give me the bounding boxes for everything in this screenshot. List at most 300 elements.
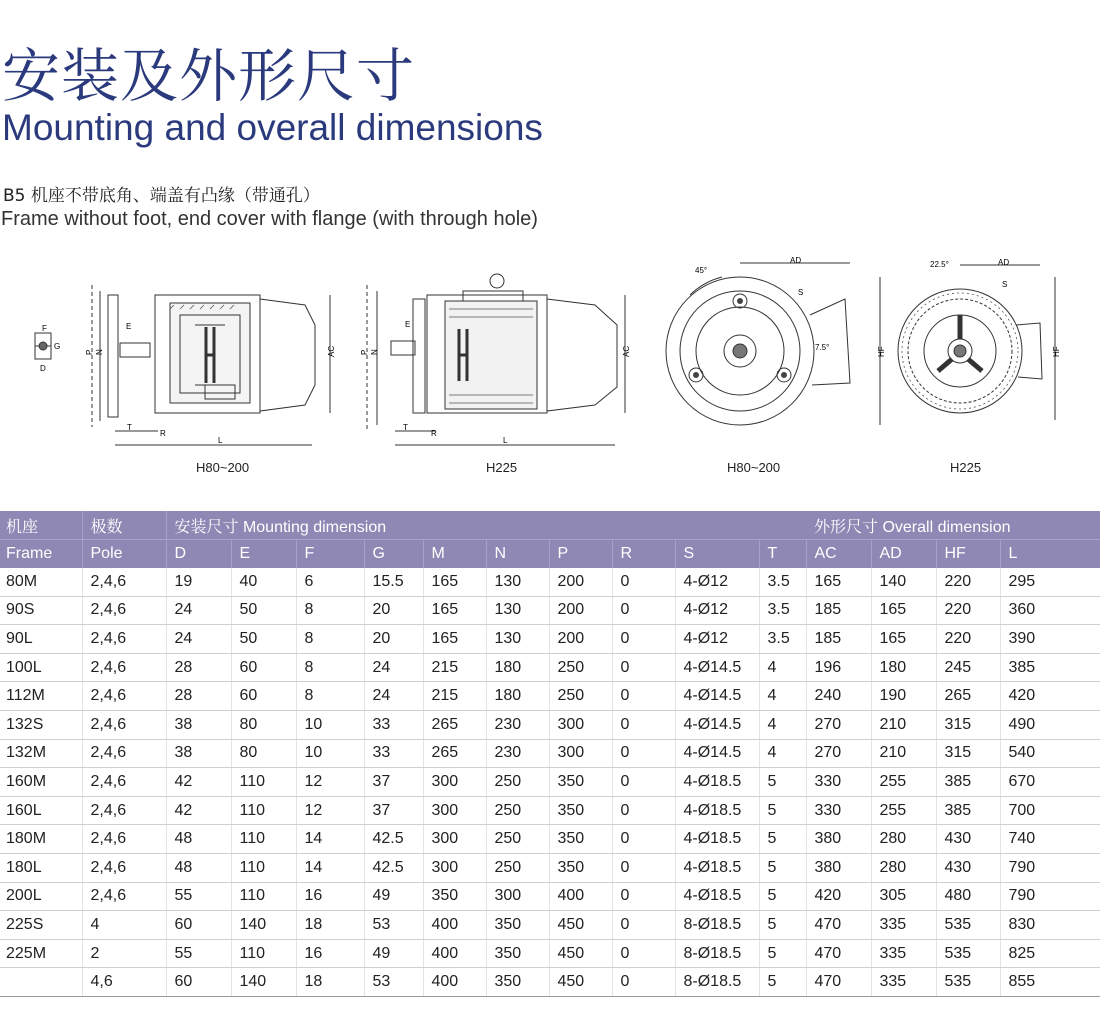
table-cell: 16 [296, 882, 364, 911]
table-cell: 160M [0, 768, 82, 797]
table-cell: 20 [364, 625, 423, 654]
col-header: E [231, 540, 296, 569]
table-cell: 225S [0, 911, 82, 940]
table-cell: 42 [166, 768, 231, 797]
table-cell: 250 [486, 825, 549, 854]
section-subtitle-en: Frame without foot, end cover with flange (with through hole) [1, 208, 538, 230]
table-cell: 4-Ø18.5 [675, 796, 759, 825]
table-cell: 385 [1000, 653, 1100, 682]
table-cell: 180 [871, 653, 936, 682]
label-ac: AC [622, 345, 631, 357]
table-cell: 5 [759, 796, 806, 825]
table-cell: 0 [612, 796, 675, 825]
table-cell: 2,4,6 [82, 682, 166, 711]
table-cell: 110 [231, 768, 296, 797]
table-cell: 4-Ø14.5 [675, 739, 759, 768]
table-cell: 24 [166, 625, 231, 654]
table-cell: 400 [423, 939, 486, 968]
table-cell: 4 [759, 682, 806, 711]
table-cell: 300 [486, 882, 549, 911]
table-cell: 132M [0, 739, 82, 768]
table-cell: 8 [296, 682, 364, 711]
table-cell: 14 [296, 853, 364, 882]
table-cell: 165 [871, 625, 936, 654]
table-cell: 20 [364, 596, 423, 625]
col-header: Frame [0, 540, 82, 569]
table-cell: 48 [166, 825, 231, 854]
table-cell: 430 [936, 853, 1000, 882]
label-t: T [403, 423, 408, 432]
table-cell: 24 [364, 682, 423, 711]
table-cell: 0 [612, 853, 675, 882]
table-row [0, 653, 1100, 682]
table-cell: 80M [0, 568, 82, 596]
table-cell: 4-Ø12 [675, 568, 759, 596]
table-cell: 225M [0, 939, 82, 968]
table-cell: 350 [486, 968, 549, 997]
table-cell: 450 [549, 968, 612, 997]
table-cell: 855 [1000, 968, 1100, 997]
side-view-drawing-h80-200 [30, 255, 350, 455]
table-cell: 60 [231, 682, 296, 711]
table-cell: 4,6 [82, 968, 166, 997]
col-header: AC [806, 540, 871, 569]
table-cell: 53 [364, 911, 423, 940]
table-cell: 2,4,6 [82, 653, 166, 682]
table-cell: 0 [612, 768, 675, 797]
table-cell: 0 [612, 568, 675, 596]
table-cell: 8-Ø18.5 [675, 939, 759, 968]
table-cell: 220 [936, 625, 1000, 654]
table-row [0, 710, 1100, 739]
page-title-en: Mounting and overall dimensions [2, 107, 543, 148]
table-cell: 165 [423, 568, 486, 596]
table-cell: 400 [549, 882, 612, 911]
table-cell: 470 [806, 911, 871, 940]
table-header-row-columns [0, 540, 1100, 569]
table-cell: 33 [364, 710, 423, 739]
table-cell: 480 [936, 882, 1000, 911]
label-t: T [127, 423, 132, 432]
table-cell: 80 [231, 710, 296, 739]
table-cell: 280 [871, 853, 936, 882]
table-cell: 5 [759, 853, 806, 882]
table-cell: 4 [759, 710, 806, 739]
table-cell: 200 [549, 568, 612, 596]
group-header-overall: 外形尺寸 Overall dimension [806, 511, 1100, 540]
label-d: D [40, 364, 46, 373]
table-cell: 196 [806, 653, 871, 682]
label-s: S [798, 288, 804, 297]
table-cell: 380 [806, 825, 871, 854]
table-cell: 5 [759, 768, 806, 797]
table-cell: 430 [936, 825, 1000, 854]
table-cell: 60 [166, 968, 231, 997]
table-cell: 33 [364, 739, 423, 768]
table-cell: 300 [423, 768, 486, 797]
table-row [0, 682, 1100, 711]
label-22-5-deg: 22.5° [930, 260, 949, 269]
col-header: S [675, 540, 759, 569]
col-header: D [166, 540, 231, 569]
table-cell: 265 [423, 739, 486, 768]
table-cell: 300 [423, 853, 486, 882]
table-cell: 305 [871, 882, 936, 911]
table-cell: 790 [1000, 853, 1100, 882]
table-cell: 180 [486, 653, 549, 682]
table-cell: 200 [549, 596, 612, 625]
table-cell: 5 [759, 968, 806, 997]
table-cell: 265 [423, 710, 486, 739]
col-header-frame-cn: 机座 [0, 511, 82, 540]
table-cell: 16 [296, 939, 364, 968]
caption-side-h225: H225 [486, 460, 518, 475]
table-cell: 700 [1000, 796, 1100, 825]
col-header: T [759, 540, 806, 569]
label-45-deg: 45° [695, 266, 708, 275]
table-cell: 230 [486, 710, 549, 739]
table-cell: 130 [486, 596, 549, 625]
table-cell: 185 [806, 625, 871, 654]
table-cell: 10 [296, 710, 364, 739]
table-cell: 0 [612, 911, 675, 940]
table-cell: 255 [871, 796, 936, 825]
table-cell: 37 [364, 768, 423, 797]
table-cell: 15.5 [364, 568, 423, 596]
table-cell: 28 [166, 682, 231, 711]
table-cell: 300 [549, 710, 612, 739]
table-cell: 190 [871, 682, 936, 711]
table-cell: 110 [231, 882, 296, 911]
col-header: R [612, 540, 675, 569]
table-cell: 37 [364, 796, 423, 825]
table-row [0, 882, 1100, 911]
table-cell: 110 [231, 939, 296, 968]
table-cell: 4-Ø14.5 [675, 653, 759, 682]
table-cell: 180L [0, 853, 82, 882]
table-cell: 350 [486, 911, 549, 940]
table-cell: 55 [166, 882, 231, 911]
side-view-drawing-h225 [355, 255, 645, 455]
table-cell: 350 [549, 768, 612, 797]
table-cell: 0 [612, 653, 675, 682]
table-cell: 350 [549, 853, 612, 882]
table-cell: 280 [871, 825, 936, 854]
table-cell: 2,4,6 [82, 882, 166, 911]
table-cell: 220 [936, 568, 1000, 596]
table-cell: 385 [936, 768, 1000, 797]
dimension-table [0, 511, 1100, 997]
table-cell: 245 [936, 653, 1000, 682]
table-cell: 350 [423, 882, 486, 911]
table-cell: 335 [871, 968, 936, 997]
table-cell: 130 [486, 625, 549, 654]
table-row [0, 768, 1100, 797]
table-cell: 24 [166, 596, 231, 625]
table-cell: 5 [759, 939, 806, 968]
table-cell: 400 [423, 911, 486, 940]
table-cell: 18 [296, 911, 364, 940]
table-cell: 2 [82, 939, 166, 968]
table-cell: 165 [871, 596, 936, 625]
section-subtitle-cn: B5 机座不带底角、端盖有凸缘（带通孔） [3, 186, 320, 206]
table-cell: 4 [759, 653, 806, 682]
table-cell: 0 [612, 939, 675, 968]
label-p: P [85, 349, 94, 355]
table-cell: 4 [759, 739, 806, 768]
table-cell: 2,4,6 [82, 796, 166, 825]
table-cell: 5 [759, 911, 806, 940]
table-cell: 10 [296, 739, 364, 768]
label-r: R [160, 429, 166, 438]
table-cell: 3.5 [759, 596, 806, 625]
table-cell: 53 [364, 968, 423, 997]
label-f: F [42, 324, 47, 333]
table-cell: 49 [364, 939, 423, 968]
label-n: N [370, 349, 379, 355]
table-cell: 2,4,6 [82, 625, 166, 654]
table-cell: 200L [0, 882, 82, 911]
table-cell: 38 [166, 710, 231, 739]
table-cell: 160L [0, 796, 82, 825]
table-row [0, 596, 1100, 625]
table-cell: 315 [936, 739, 1000, 768]
table-row [0, 911, 1100, 940]
table-cell: 250 [549, 653, 612, 682]
label-ad: AD [998, 258, 1010, 267]
table-row [0, 796, 1100, 825]
table-cell: 19 [166, 568, 231, 596]
table-cell: 110 [231, 853, 296, 882]
table-row [0, 739, 1100, 768]
table-cell: 350 [549, 796, 612, 825]
label-p: P [360, 349, 369, 355]
table-cell: 350 [549, 825, 612, 854]
table-cell: 360 [1000, 596, 1100, 625]
label-ad: AD [790, 256, 802, 265]
table-cell: 4-Ø18.5 [675, 882, 759, 911]
table-cell: 200 [549, 625, 612, 654]
table-cell: 330 [806, 768, 871, 797]
col-header: F [296, 540, 364, 569]
label-g: G [54, 342, 61, 351]
table-cell: 450 [549, 911, 612, 940]
table-cell: 42.5 [364, 825, 423, 854]
table-row [0, 625, 1100, 654]
table-cell: 830 [1000, 911, 1100, 940]
col-header: M [423, 540, 486, 569]
col-header: G [364, 540, 423, 569]
table-cell: 18 [296, 968, 364, 997]
table-cell: 185 [806, 596, 871, 625]
table-cell: 165 [423, 625, 486, 654]
table-cell: 132S [0, 710, 82, 739]
table-cell: 90S [0, 596, 82, 625]
caption-side-h80-200: H80~200 [196, 460, 250, 475]
table-cell: 2,4,6 [82, 768, 166, 797]
table-cell: 48 [166, 853, 231, 882]
table-cell [0, 968, 82, 997]
group-header-mounting: 安装尺寸 Mounting dimension [166, 511, 806, 540]
col-header: HF [936, 540, 1000, 569]
table-header-row-groups [0, 511, 1100, 540]
table-cell: 670 [1000, 768, 1100, 797]
table-cell: 8 [296, 625, 364, 654]
table-cell: 300 [549, 739, 612, 768]
table-cell: 50 [231, 625, 296, 654]
table-cell: 90L [0, 625, 82, 654]
table-cell: 400 [423, 968, 486, 997]
table-cell: 0 [612, 596, 675, 625]
table-cell: 110 [231, 825, 296, 854]
table-cell: 250 [486, 853, 549, 882]
table-cell: 420 [806, 882, 871, 911]
table-cell: 230 [486, 739, 549, 768]
col-header-pole-cn: 极数 [82, 511, 166, 540]
table-cell: 14 [296, 825, 364, 854]
table-cell: 0 [612, 968, 675, 997]
table-cell: 315 [936, 710, 1000, 739]
table-cell: 4-Ø12 [675, 596, 759, 625]
table-cell: 5 [759, 825, 806, 854]
table-cell: 60 [166, 911, 231, 940]
table-cell: 2,4,6 [82, 568, 166, 596]
table-cell: 740 [1000, 825, 1100, 854]
table-cell: 4-Ø14.5 [675, 710, 759, 739]
table-cell: 180 [486, 682, 549, 711]
table-cell: 220 [936, 596, 1000, 625]
table-cell: 385 [936, 796, 1000, 825]
table-cell: 4-Ø18.5 [675, 853, 759, 882]
label-r: R [431, 429, 437, 438]
table-cell: 0 [612, 739, 675, 768]
label-hf: HF [877, 346, 886, 357]
label-hf: HF [1052, 346, 1061, 357]
table-cell: 0 [612, 882, 675, 911]
table-cell: 255 [871, 768, 936, 797]
table-cell: 300 [423, 796, 486, 825]
table-cell: 825 [1000, 939, 1100, 968]
table-cell: 180M [0, 825, 82, 854]
table-cell: 420 [1000, 682, 1100, 711]
table-cell: 240 [806, 682, 871, 711]
table-cell: 4-Ø12 [675, 625, 759, 654]
table-cell: 250 [486, 796, 549, 825]
table-row [0, 825, 1100, 854]
table-cell: 140 [871, 568, 936, 596]
table-cell: 210 [871, 739, 936, 768]
table-cell: 450 [549, 939, 612, 968]
table-cell: 2,4,6 [82, 739, 166, 768]
col-header: AD [871, 540, 936, 569]
table-cell: 4-Ø14.5 [675, 682, 759, 711]
table-cell: 4 [82, 911, 166, 940]
table-cell: 140 [231, 968, 296, 997]
table-cell: 295 [1000, 568, 1100, 596]
table-cell: 140 [231, 911, 296, 940]
end-view-drawing-h80-200 [660, 255, 890, 455]
table-cell: 390 [1000, 625, 1100, 654]
table-cell: 42 [166, 796, 231, 825]
table-cell: 3.5 [759, 568, 806, 596]
table-cell: 50 [231, 596, 296, 625]
table-cell: 130 [486, 568, 549, 596]
table-cell: 55 [166, 939, 231, 968]
table-cell: 250 [549, 682, 612, 711]
table-cell: 250 [486, 768, 549, 797]
table-cell: 42.5 [364, 853, 423, 882]
table-cell: 490 [1000, 710, 1100, 739]
table-cell: 2,4,6 [82, 853, 166, 882]
col-header: L [1000, 540, 1100, 569]
table-cell: 49 [364, 882, 423, 911]
label-l: L [503, 436, 508, 445]
col-header: P [549, 540, 612, 569]
table-cell: 110 [231, 796, 296, 825]
label-e: E [405, 320, 411, 329]
table-cell: 0 [612, 682, 675, 711]
page-title-cn: 安装及外形尺寸 [2, 42, 416, 110]
table-cell: 4-Ø18.5 [675, 768, 759, 797]
table-cell: 335 [871, 911, 936, 940]
table-row [0, 939, 1100, 968]
table-cell: 270 [806, 739, 871, 768]
table-cell: 790 [1000, 882, 1100, 911]
table-cell: 535 [936, 911, 1000, 940]
caption-end-h225: H225 [950, 460, 982, 475]
table-cell: 60 [231, 653, 296, 682]
label-ac: AC [327, 345, 336, 357]
label-e: E [126, 322, 132, 331]
label-l: L [218, 436, 223, 445]
table-cell: 265 [936, 682, 1000, 711]
table-cell: 470 [806, 939, 871, 968]
table-cell: 2,4,6 [82, 596, 166, 625]
label-s: S [1002, 280, 1008, 289]
table-cell: 12 [296, 796, 364, 825]
table-cell: 0 [612, 710, 675, 739]
caption-end-h80-200: H80~200 [727, 460, 781, 475]
table-cell: 3.5 [759, 625, 806, 654]
table-cell: 380 [806, 853, 871, 882]
table-cell: 210 [871, 710, 936, 739]
table-cell: 165 [423, 596, 486, 625]
table-cell: 5 [759, 882, 806, 911]
table-cell: 0 [612, 825, 675, 854]
table-cell: 2,4,6 [82, 710, 166, 739]
label-n: N [95, 349, 104, 355]
table-cell: 470 [806, 968, 871, 997]
table-cell: 28 [166, 653, 231, 682]
table-cell: 2,4,6 [82, 825, 166, 854]
table-cell: 300 [423, 825, 486, 854]
table-cell: 215 [423, 653, 486, 682]
table-cell: 40 [231, 568, 296, 596]
table-cell: 535 [936, 939, 1000, 968]
table-cell: 24 [364, 653, 423, 682]
table-cell: 8-Ø18.5 [675, 968, 759, 997]
table-cell: 330 [806, 796, 871, 825]
end-view-drawing-h225 [890, 255, 1070, 455]
label-7-5-deg: 7.5° [815, 343, 830, 352]
table-cell: 8-Ø18.5 [675, 911, 759, 940]
table-cell: 6 [296, 568, 364, 596]
table-cell: 350 [486, 939, 549, 968]
table-cell: 38 [166, 739, 231, 768]
table-cell: 335 [871, 939, 936, 968]
table-cell: 4-Ø18.5 [675, 825, 759, 854]
table-cell: 215 [423, 682, 486, 711]
